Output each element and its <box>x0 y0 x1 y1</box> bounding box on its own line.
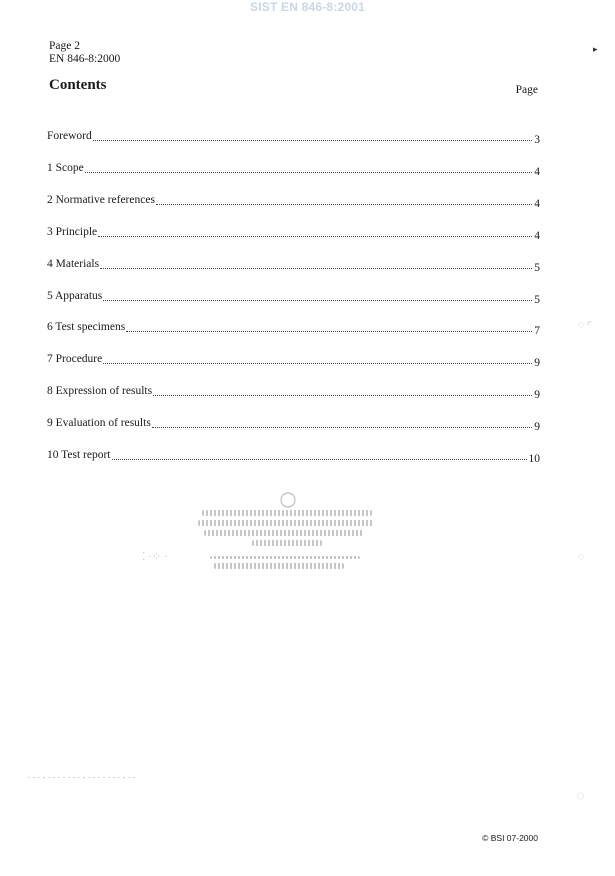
toc-entry-page: 9 <box>534 421 540 433</box>
toc-entry-page: 3 <box>534 134 540 146</box>
dot-leader <box>98 236 532 237</box>
toc-entry-title: Foreword <box>47 130 92 142</box>
toc-entry-page: 4 <box>534 230 540 242</box>
toc-entry-page: 4 <box>534 198 540 210</box>
dot-leader <box>126 331 532 332</box>
scan-speck: ◌ ◜ <box>578 319 592 331</box>
dot-leader <box>103 300 532 301</box>
dot-leader <box>93 140 533 141</box>
toc-entry[interactable] <box>47 417 540 433</box>
toc-entry-title: 3 Principle <box>47 226 98 238</box>
scan-artifact-line <box>28 777 138 778</box>
toc-entry-title: 10 Test report <box>47 449 111 461</box>
toc-entry[interactable] <box>47 258 540 274</box>
toc-entry[interactable] <box>47 385 540 401</box>
document-id: EN 846-8:2000 <box>49 53 121 65</box>
dot-leader <box>156 204 532 205</box>
toc-entry-page: 9 <box>534 389 540 401</box>
toc-entry[interactable] <box>47 449 540 465</box>
toc-entry[interactable] <box>47 290 540 306</box>
scan-speck: ◌ <box>578 551 585 563</box>
dot-leader <box>85 172 533 173</box>
toc-entry-page: 4 <box>534 166 540 178</box>
dot-leader <box>152 427 532 428</box>
scan-speck: ◌ <box>576 789 585 804</box>
copyright-notice: © BSI 07-2000 <box>482 833 538 843</box>
toc-entry-title: 8 Expression of results <box>47 385 153 397</box>
dot-leader <box>100 268 532 269</box>
toc-entry[interactable] <box>47 353 540 369</box>
toc-entry-page: 5 <box>534 262 540 274</box>
dot-leader <box>112 459 527 460</box>
scan-speck: ▸ <box>593 44 598 54</box>
toc-entry-page: 9 <box>534 357 540 369</box>
scan-speck: ⁚ ·⁘ · <box>142 551 168 563</box>
page-number: Page 2 <box>49 40 80 52</box>
dot-leader <box>153 395 532 396</box>
toc-entry-page: 7 <box>534 325 540 337</box>
library-stamp-image <box>198 492 378 584</box>
watermark: SIST EN 846-8:2001 <box>250 0 365 14</box>
toc-entry[interactable] <box>47 162 540 178</box>
toc-entry-title: 6 Test specimens <box>47 321 126 333</box>
toc-entry-page: 10 <box>528 453 540 465</box>
contents-heading: Contents <box>49 77 107 93</box>
toc-entry[interactable] <box>47 226 540 242</box>
toc-entry-title: 9 Evaluation of results <box>47 417 151 429</box>
toc-entry-title: 1 Scope <box>47 162 84 174</box>
toc-entry-title: 2 Normative references <box>47 194 155 206</box>
toc-entry[interactable] <box>47 321 540 337</box>
toc-entry-title: 4 Materials <box>47 258 100 270</box>
toc-entry-page: 5 <box>534 294 540 306</box>
page-column-label: Page <box>515 84 538 96</box>
toc-entry[interactable] <box>47 194 540 210</box>
toc-entry[interactable] <box>47 130 540 146</box>
dot-leader <box>103 363 532 364</box>
toc-entry-title: 7 Procedure <box>47 353 103 365</box>
toc-entry-title: 5 Apparatus <box>47 290 103 302</box>
page-header <box>49 40 120 66</box>
